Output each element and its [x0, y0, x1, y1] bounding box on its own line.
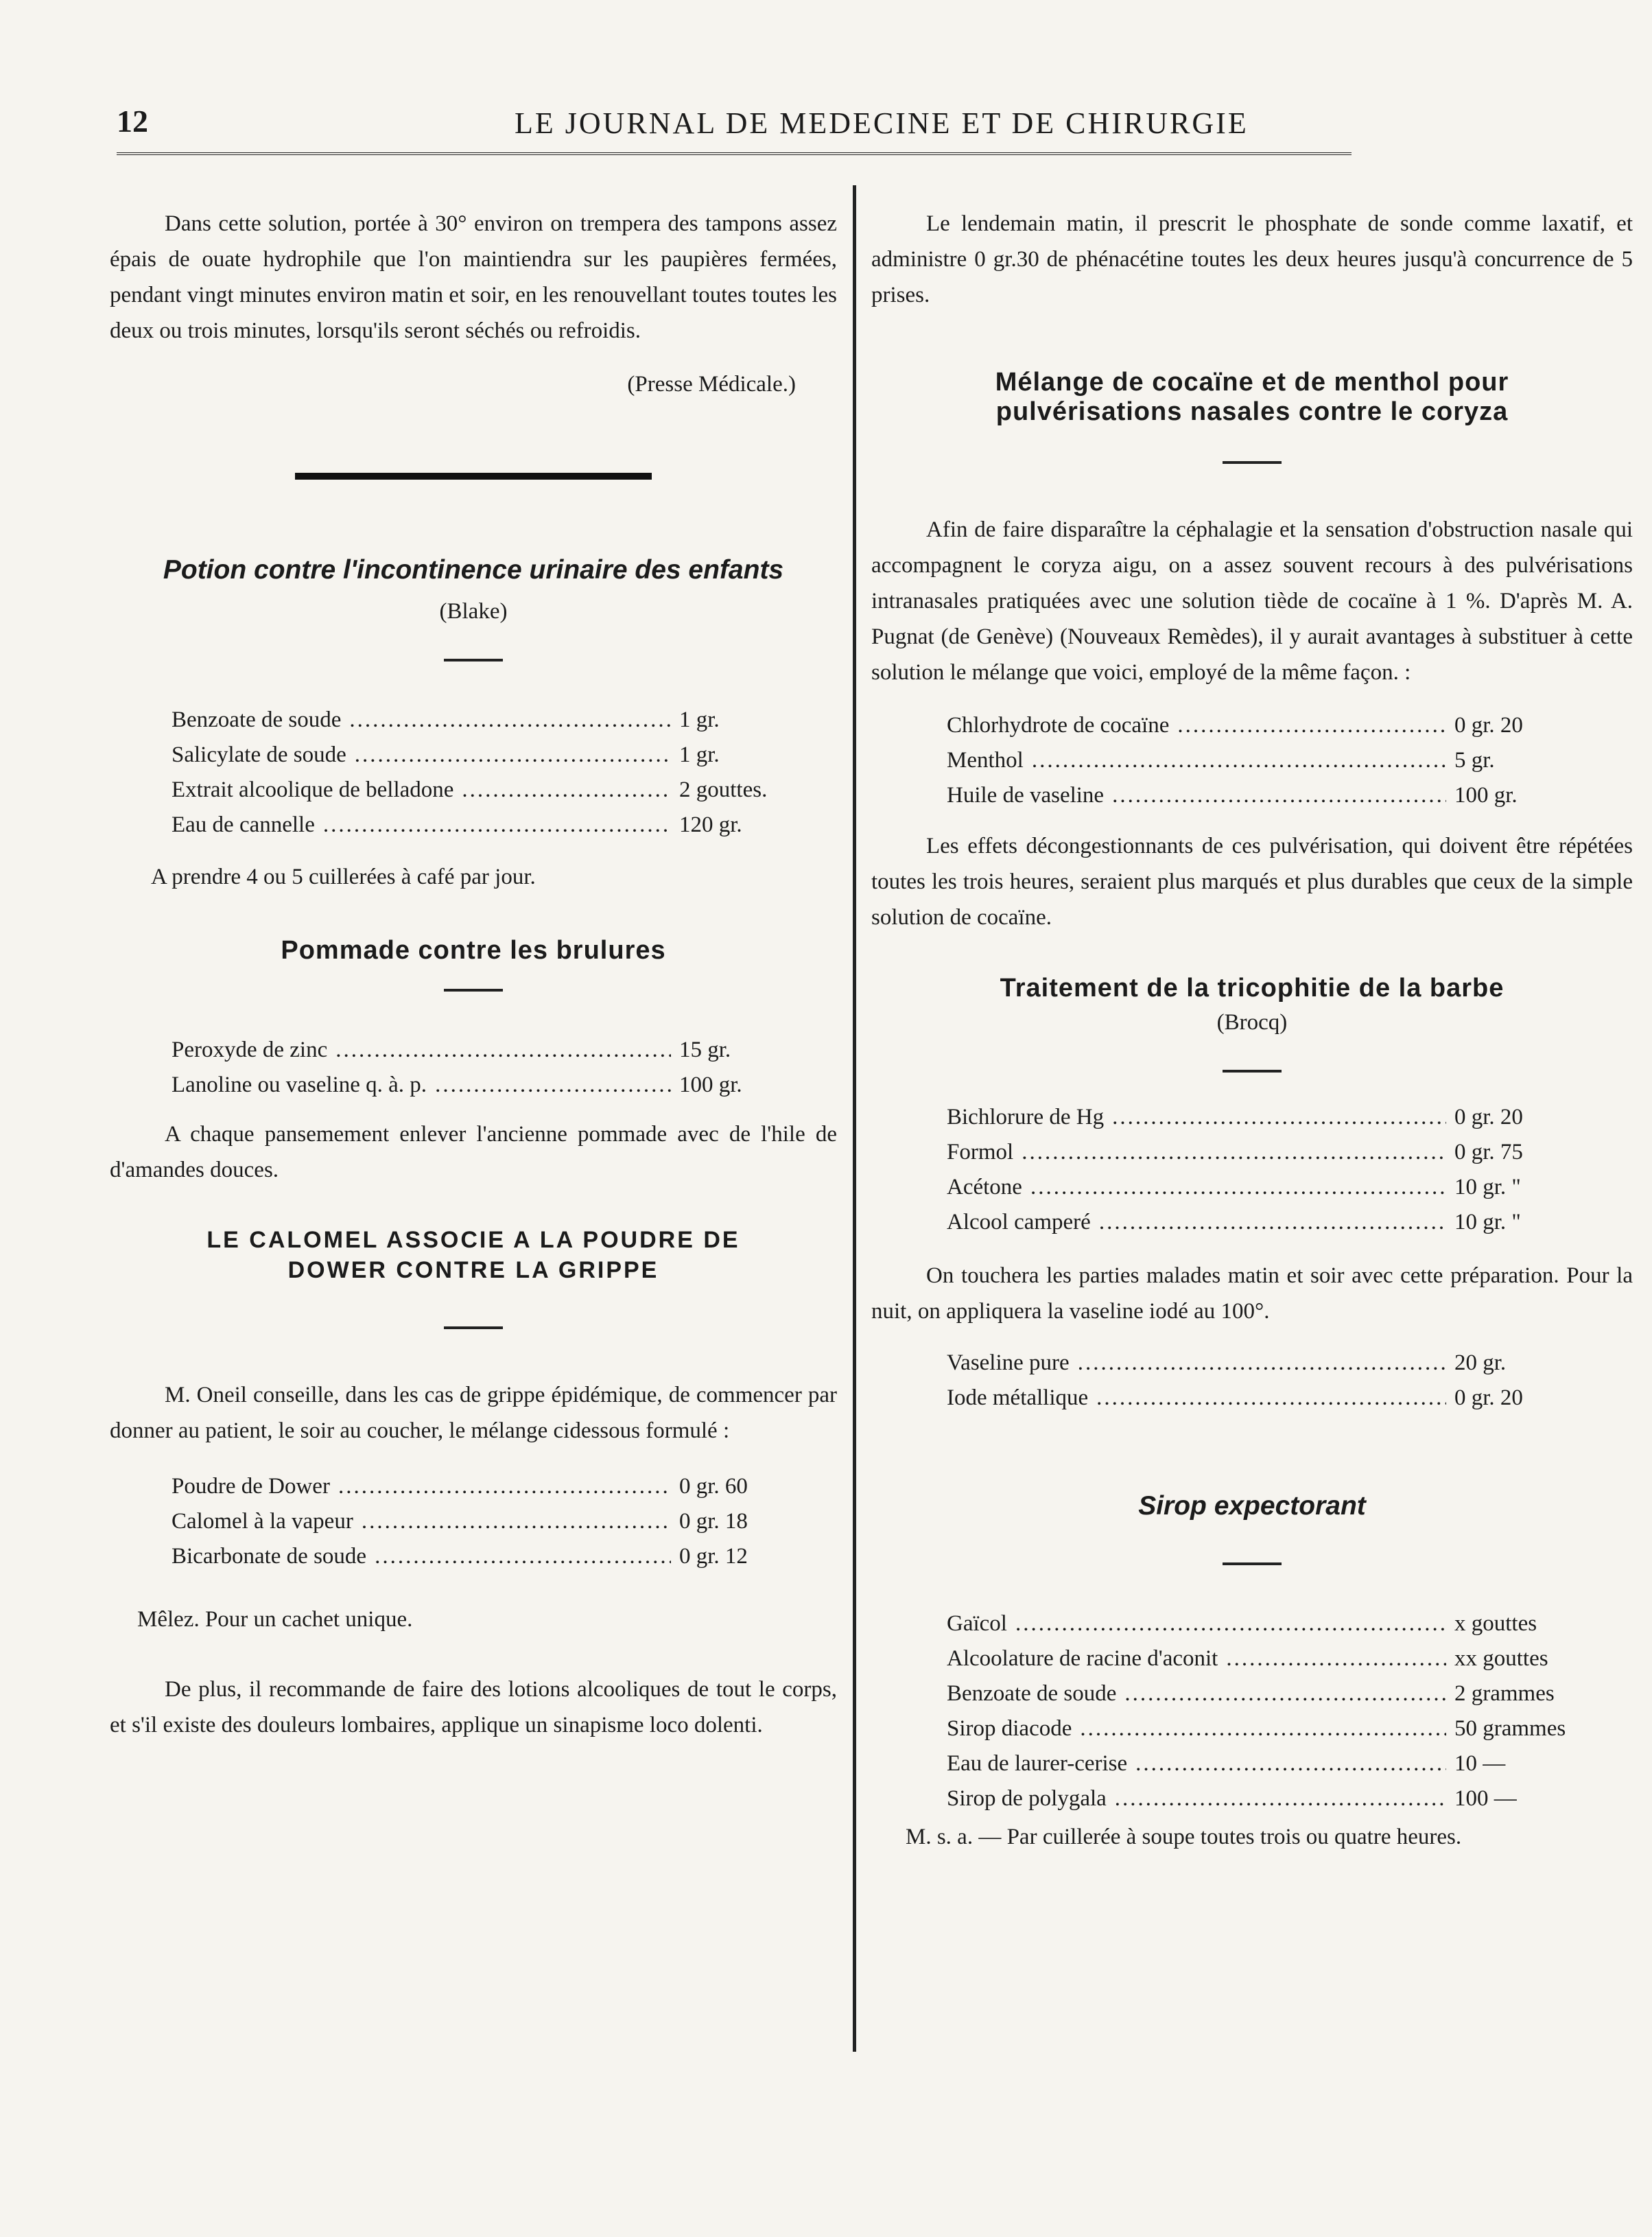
recipe-row: Bicarbonate de soude ..... 0 gr. 12: [172, 1539, 803, 1574]
short-rule: [1223, 461, 1282, 464]
potion-author: (Blake): [439, 599, 508, 624]
recipe-row: Gaïcol ..... x gouttes: [947, 1606, 1578, 1641]
recipe-row: Vaseline pure ..... 20 gr.: [947, 1346, 1578, 1381]
potion-note: A prendre 4 ou 5 cuillerées à café par jour.: [151, 865, 536, 889]
calomel-recipe: [172, 1469, 803, 1574]
recipe-row: Menthol ..... 5 gr.: [947, 743, 1578, 778]
pommade-paragraph: A chaque pansemement enlever l'ancienne pommade avec de l'hile de d'amandes douces.: [110, 1122, 837, 1182]
melange-recipe: [947, 708, 1578, 813]
recipe-row: Acétone ..... 10 gr. ": [947, 1170, 1578, 1205]
potion-title: Potion contre l'incontinence urinaire des enfants: [163, 555, 784, 585]
right-column: [871, 192, 1633, 1855]
running-title: LE JOURNAL DE MEDECINE ET DE CHIRURGIE: [515, 106, 1249, 140]
melange-paragraph2: Les effets décongestionnants de ces pulvérisation, qui doivent être répétées toutes les trois heures, seraient plus marqués et plus durables que ceux de la simple solution de cocaïne.: [871, 834, 1633, 930]
potion-section: [110, 555, 837, 895]
calomel-note: Mêlez. Pour un cachet unique.: [137, 1607, 413, 1632]
sirop-section: [871, 1491, 1633, 1855]
tricophitie-recipe: [947, 1100, 1578, 1240]
recipe-row: Formol ..... 0 gr. 75: [947, 1135, 1578, 1170]
recipe-row: Iode métallique ..... 0 gr. 20: [947, 1381, 1578, 1416]
tricophitie-paragraph: On touchera les parties malades matin et soir avec cette préparation. Pour la nuit, on appliquera la vaseline iodé au 100°.: [871, 1263, 1633, 1324]
pommade-title: Pommade contre les brulures: [281, 936, 666, 965]
recipe-row: Bichlorure de Hg ..... 0 gr. 20: [947, 1100, 1578, 1135]
tricophitie-title: Traitement de la tricophitie de la barbe: [1000, 974, 1504, 1003]
pommade-section: [110, 936, 837, 1188]
intro-source: (Presse Médicale.): [627, 372, 796, 397]
column-divider: [853, 185, 856, 2052]
recipe-row: Calomel à la vapeur ..... 0 gr. 18: [172, 1504, 803, 1539]
pommade-recipe: [172, 1033, 803, 1103]
left-column: [110, 192, 837, 1743]
intro-paragraph: Dans cette solution, portée à 30° environ on trempera des tampons assez épais de ouate hydrophile que l'on maintiendra sur les paupières fermées, pendant vingt minutes environ matin et soir, en les renouvellant toutes toutes les deux ou trois minutes, lorsqu'ils seront séchés ou refroidis.: [110, 211, 837, 343]
right-intro-paragraph: Le lendemain matin, il prescrit le phosphate de sonde comme laxatif, et administre 0 gr.30 de phénacétine toutes les deux heures jusqu'à concurrence de 5 prises.: [871, 211, 1633, 307]
recipe-row: Chlorhydrote de cocaïne ..... 0 gr. 20: [947, 708, 1578, 743]
recipe-row: Extrait alcoolique de belladone ..... 2 gouttes.: [172, 773, 803, 808]
tricophitie-recipe2: [947, 1346, 1578, 1416]
potion-recipe: [172, 703, 803, 843]
recipe-row: Sirop diacode ..... 50 grammes: [947, 1711, 1578, 1746]
recipe-row: Eau de cannelle ..... 120 gr.: [172, 808, 803, 843]
recipe-row: Benzoate de soude ..... 2 grammes: [947, 1676, 1578, 1711]
melange-title-line1: Mélange de cocaïne et de menthol pour: [995, 368, 1509, 397]
recipe-row: Salicylate de soude ..... 1 gr.: [172, 738, 803, 773]
recipe-row: Huile de vaseline ..... 100 gr.: [947, 778, 1578, 813]
section-separator: [295, 473, 652, 480]
melange-section: [871, 368, 1633, 935]
calomel-title-line2: DOWER CONTRE LA GRIPPE: [287, 1257, 659, 1283]
calomel-paragraph2: De plus, il recommande de faire des lotions alcooliques de tout le corps, et s'il existe des douleurs lombaires, applique un sinapisme loco dolenti.: [110, 1677, 837, 1737]
calomel-title-line1: LE CALOMEL ASSOCIE A LA POUDRE DE: [206, 1227, 740, 1253]
sirop-recipe: [947, 1606, 1578, 1816]
melange-paragraph: Afin de faire disparaître la céphalagie et la sensation d'obstruction nasale qui accompagnent le coryza aigu, on a assez souvent recours à des pulvérisations intranasales pratiquées avec une solution tiède de cocaïne à 1 %. D'après M. A. Pugnat (de Genève) (Nouveaux Remèdes), il y aurait avantages à substituer à cette solution le mélange que voici, employé de la même façon. :: [871, 517, 1633, 685]
page-number: 12: [117, 104, 148, 139]
melange-title-line2: pulvérisations nasales contre le coryza: [995, 397, 1509, 426]
short-rule: [444, 1326, 503, 1329]
short-rule: [1223, 1562, 1282, 1565]
recipe-row: Poudre de Dower ..... 0 gr. 60: [172, 1469, 803, 1504]
tricophitie-author: (Brocq): [1216, 1010, 1288, 1035]
recipe-row: Sirop de polygala ..... 100 —: [947, 1781, 1578, 1816]
sirop-note: M. s. a. — Par cuillerée à soupe toutes trois ou quatre heures.: [906, 1825, 1462, 1849]
calomel-section: [110, 1225, 837, 1743]
page-header: [110, 103, 1317, 151]
calomel-paragraph: M. Oneil conseille, dans les cas de grippe épidémique, de commencer par donner au patient, le soir au coucher, le mélange cidessous formulé :: [110, 1383, 837, 1443]
recipe-row: Alcool camperé ..... 10 gr. ": [947, 1205, 1578, 1240]
short-rule: [1223, 1070, 1282, 1073]
tricophitie-section: [871, 974, 1633, 1416]
recipe-row: Benzoate de soude ..... 1 gr.: [172, 703, 803, 738]
recipe-row: Lanoline ou vaseline q. à. p. ..... 100 gr.: [172, 1068, 803, 1103]
short-rule: [444, 989, 503, 992]
header-rule: [117, 152, 1352, 155]
recipe-row: Eau de laurer-cerise ..... 10 —: [947, 1746, 1578, 1781]
recipe-row: Peroxyde de zinc ..... 15 gr.: [172, 1033, 803, 1068]
short-rule: [444, 659, 503, 661]
sirop-title: Sirop expectorant: [1138, 1491, 1366, 1521]
recipe-row: Alcoolature de racine d'aconit ..... xx gouttes: [947, 1641, 1578, 1676]
